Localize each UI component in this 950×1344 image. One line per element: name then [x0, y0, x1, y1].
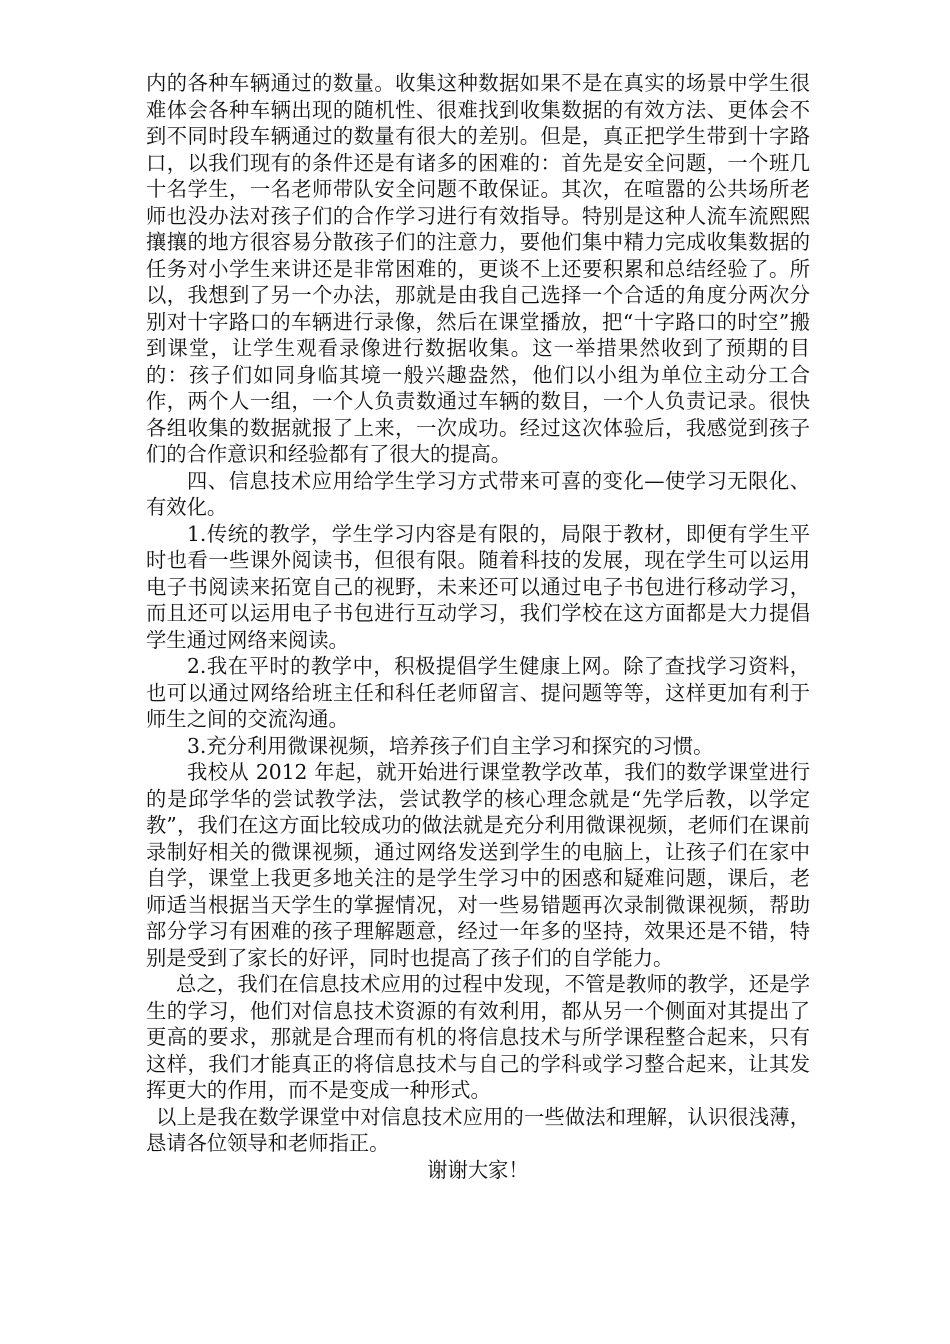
paragraph-point-3: 3.充分利用微课视频，培养孩子们自主学习和探究的习惯。 [187, 733, 714, 758]
paragraph-summary: 总之，我们在信息技术应用的过程中发现，不管是教师的教学，还是学生的学习，他们对信息技术资源的有效利用，都从另一个侧面对其提出了更高的要求，那就是合理而有机的将信息技术与所学课程整合起来，只有这样，我们才能真正的将信息技术与自己的学科或学习整合起来，让其发挥更大的作用，而不是变成一种形式。 [146, 972, 810, 1102]
paragraph-closing: 以上是我在数学课堂中对信息技术应用的一些做法和理解，认识很浅薄，恳请各位领导和老师指正。 [146, 1104, 810, 1155]
thanks-line: 谢谢大家！ [427, 1157, 529, 1182]
paragraph-micro-video: 我校从 2012 年起，就开始进行课堂教学改革，我们的数学课堂进行的是邱学华的尝试教学法，尝试教学的核心理念就是“先学后教，以学定教”，我们在这方面比较成功的做法就是充分利用微课视频，老师们在课前录制好相关的微课视频，通过网络发送到学生的电脑上，让孩子们在家中自学，课堂上我更多地关注的是学生学习中的困惑和疑难问题，课后，老师适当根据当天学生的掌握情况，对一些易错题再次录制微课视频，帮助部分学习有困难的孩子理解题意，经过一年多的坚持，效果还是不错，特别是受到了家长的好评，同时也提高了孩子们的自学能力。 [146, 760, 810, 970]
paragraph-traffic-data: 内的各种车辆通过的数量。收集这种数据如果不是在真实的场景中学生很难体会各种车辆出现的随机性、很难找到收集数据的有效方法、更体会不到不同时段车辆通过的数量有很大的差别。但是，真正把学生带到十字路口，以我们现有的条件还是有诸多的困难的：首先是安全问题，一个班几十名学生，一名老师带队安全问题不敢保证。其次，在喧嚣的公共场所老师也没办法对孩子们的合作学习进行有效指导。特别是这种人流车流熙熙攘攘的地方很容易分散孩子们的注意力，要他们集中精力完成收集数据的任务对小学生来讲还是非常困难的，更谈不上还要积累和总结经验了。所以，我想到了另一个办法，那就是由我自己选择一个合适的角度分两次分别对十字路口的车辆进行录像，然后在课堂播放，把“十字路口的时空”搬到课堂，让学生观看录像进行数据收集。这一举措果然收到了预期的目的：孩子们如同身临其境一般兴趣盎然，他们以小组为单位主动分工合作，两个人一组，一个人负责数通过车辆的数目，一个人负责记录。很快各组收集的数据就报了上来，一次成功。经过这次体验后，我感觉到孩子们的合作意识和经验都有了很大的提高。 [146, 71, 810, 466]
document-body [146, 70, 810, 1183]
section-heading-four: 四、信息技术应用给学生学习方式带来可喜的变化—使学习无限化、有效化。 [146, 468, 810, 519]
paragraph-point-2: 2.我在平时的教学中，积极提倡学生健康上网。除了查找学习资料，也可以通过网络给班主任和科任老师留言、提问题等等，这样更加有利于师生之间的交流沟通。 [146, 654, 810, 731]
paragraph-point-1: 1.传统的教学，学生学习内容是有限的，局限于教材，即便有学生平时也看一些课外阅读书，但很有限。随着科技的发展，现在学生可以运用电子书阅读来拓宽自己的视野，未来还可以通过电子书包进行移动学习，而且还可以运用电子书包进行互动学习，我们学校在这方面都是大力提倡学生通过网络来阅读。 [146, 521, 810, 652]
